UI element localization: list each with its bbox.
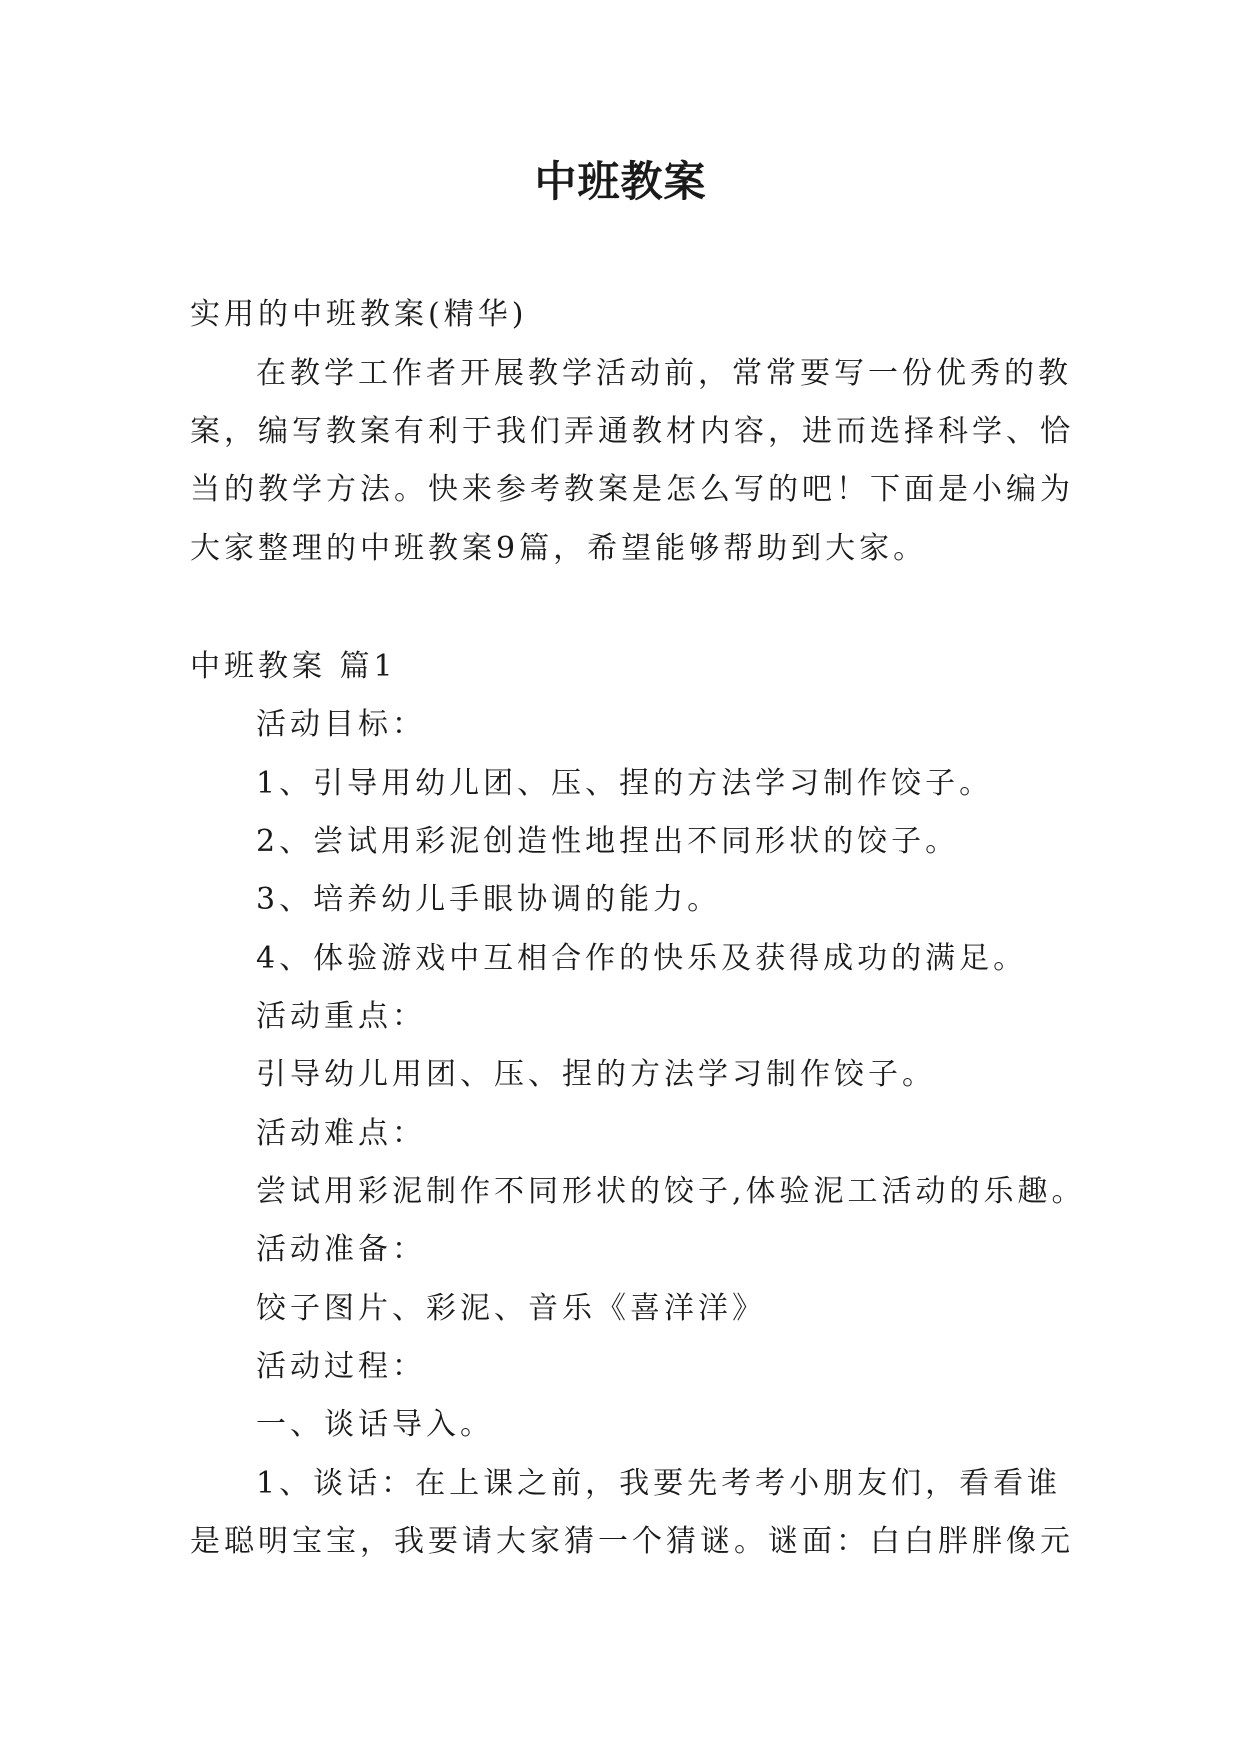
body-line: 1、引导用幼儿团、压、捏的方法学习制作饺子。 bbox=[256, 766, 994, 801]
section-heading: 中班教案 篇1 bbox=[190, 649, 397, 684]
intro-line-2: 案，编写教案有利于我们弄通教材内容，进而选择科学、恰 bbox=[190, 414, 1074, 449]
body-line: 4、体验游戏中互相合作的快乐及获得成功的满足。 bbox=[256, 941, 1028, 976]
body-line: 3、培养幼儿手眼协调的能力。 bbox=[256, 882, 722, 917]
body-line: 2、尝试用彩泥创造性地捏出不同形状的饺子。 bbox=[256, 824, 960, 859]
body-line: 活动过程： bbox=[256, 1349, 426, 1384]
body-line: 活动目标： bbox=[256, 707, 426, 742]
document-subtitle: 实用的中班教案(精华) bbox=[190, 297, 528, 332]
intro-line-1: 在教学工作者开展教学活动前，常常要写一份优秀的教 bbox=[256, 356, 1072, 391]
body-line: 饺子图片、彩泥、音乐《喜洋洋》 bbox=[256, 1291, 766, 1326]
document-title: 中班教案 bbox=[534, 157, 707, 206]
body-line: 一、谈话导入。 bbox=[256, 1407, 494, 1442]
body-line: 1、谈话：在上课之前，我要先考考小朋友们，看看谁 bbox=[256, 1466, 1062, 1501]
body-line: 引导幼儿用团、压、捏的方法学习制作饺子。 bbox=[256, 1057, 936, 1092]
body-line: 活动准备： bbox=[256, 1232, 426, 1267]
body-line: 是聪明宝宝，我要请大家猜一个猜谜。谜面：白白胖胖像元 bbox=[190, 1524, 1074, 1559]
body-line: 活动重点： bbox=[256, 999, 426, 1034]
body-line: 活动难点： bbox=[256, 1116, 426, 1151]
body-line: 尝试用彩泥制作不同形状的饺子,体验泥工活动的乐趣。 bbox=[256, 1174, 1086, 1209]
intro-line-4: 大家整理的中班教案9篇，希望能够帮助到大家。 bbox=[190, 531, 928, 566]
intro-line-3: 当的教学方法。快来参考教案是怎么写的吧！下面是小编为 bbox=[190, 472, 1074, 507]
